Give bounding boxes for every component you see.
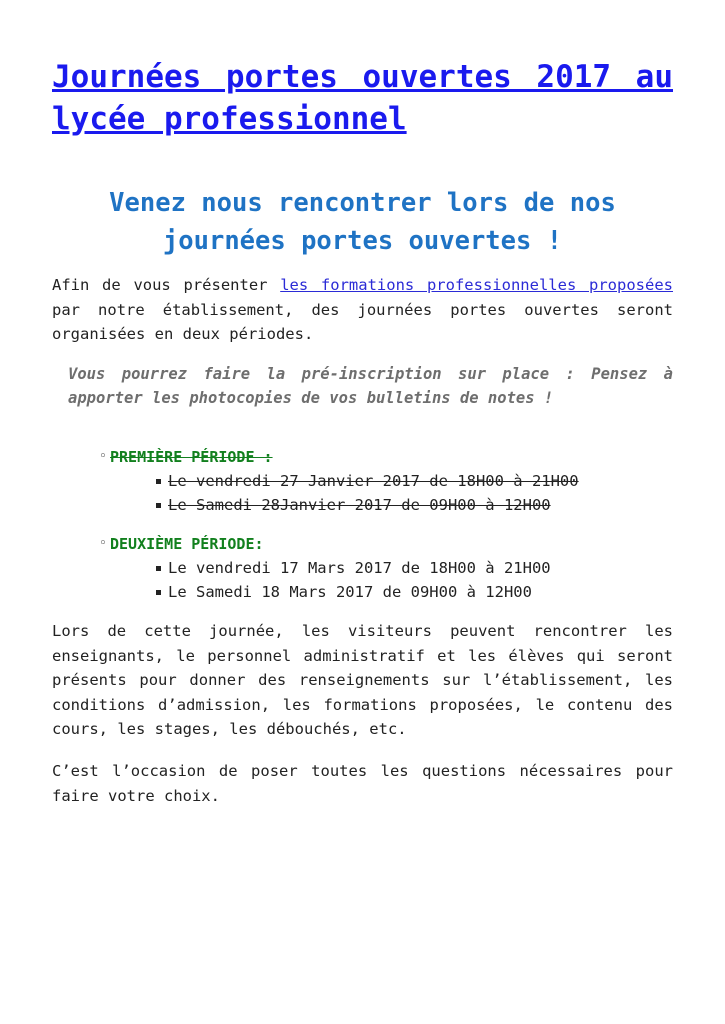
preinscription-note: Vous pourrez faire la pré-inscription sur place : Pensez à apporter les photocopies de vos bulletins de notes ! — [68, 364, 673, 408]
circle-bullet-icon: ◦ — [99, 448, 107, 464]
date-text: Le vendredi 27 Janvier 2017 de 18H00 à 21H00 — [168, 471, 579, 490]
period-dates-first — [110, 469, 673, 518]
document-page — [52, 56, 673, 808]
intro-text-after: par notre établissement, des journées portes ouvertes seront organisées en deux périodes. — [52, 300, 673, 344]
date-item — [168, 580, 673, 605]
square-bullet-icon — [156, 503, 161, 508]
intro-paragraph — [52, 273, 673, 347]
page-subtitle: Venez nous rencontrer lors de nos journées portes ouvertes ! — [109, 188, 616, 256]
square-bullet-icon — [156, 590, 161, 595]
period-dates-second — [110, 556, 673, 605]
period-label-first: PREMIÈRE PÉRIODE : — [110, 447, 273, 466]
questions-paragraph: C’est l’occasion de poser toutes les questions nécessaires pour faire votre choix. — [52, 761, 673, 805]
circle-bullet-icon: ◦ — [99, 535, 107, 551]
date-item — [168, 493, 673, 518]
formations-link[interactable]: les formations professionnelles proposées — [280, 276, 673, 294]
date-text: Le Samedi 28Janvier 2017 de 09H00 à 12H00 — [168, 496, 551, 515]
date-text: Le Samedi 18 Mars 2017 de 09H00 à 12H00 — [168, 583, 532, 602]
date-item — [168, 556, 673, 581]
intro-text-before: Afin de vous présenter — [52, 276, 281, 294]
period-label-second: DEUXIÈME PÉRIODE: — [110, 534, 264, 553]
period-item-first — [52, 445, 673, 518]
period-item-second — [52, 532, 673, 605]
visitors-paragraph: Lors de cette journée, les visiteurs peuvent rencontrer les enseignants, le personnel administratif et les élèves qui seront présents pour donner des renseignements sur l’établissement, les conditions d’admission, les formations proposées, le contenu des cours, les stages, les débouchés, etc. — [52, 621, 673, 739]
square-bullet-icon — [156, 479, 161, 484]
date-text: Le vendredi 17 Mars 2017 de 18H00 à 21H00 — [168, 558, 551, 577]
page-title[interactable]: Journées portes ouvertes 2017 au lycée professionnel — [52, 59, 673, 137]
square-bullet-icon — [156, 566, 161, 571]
periods-list — [52, 445, 673, 605]
date-item — [168, 469, 673, 494]
